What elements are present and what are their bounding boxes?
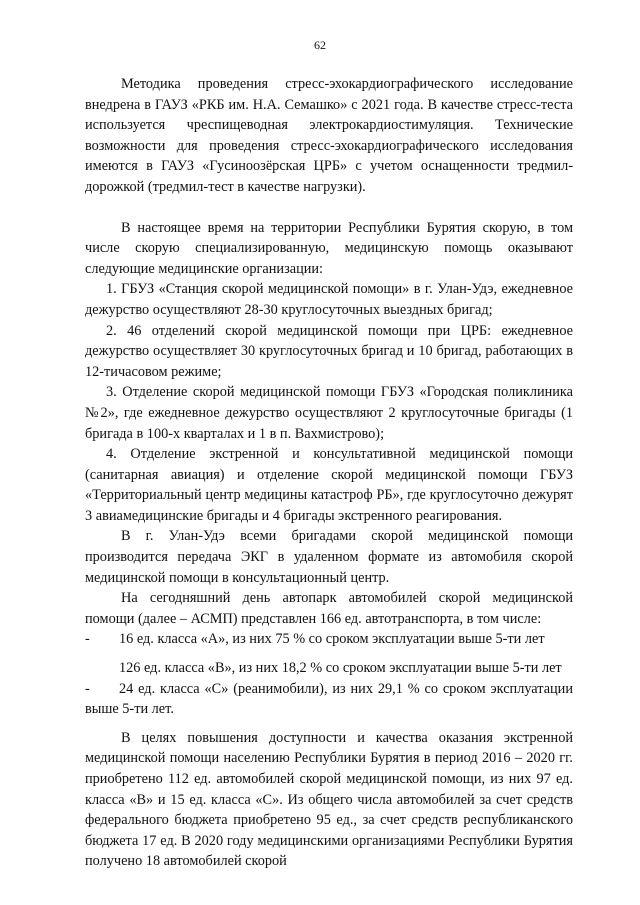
paragraph-ambulance-intro: В настоящее время на территории Республики Бурятия скорую, в том числе скорую специализированную, медицинскую помощь оказывают следующие медицинские организации:	[85, 219, 573, 277]
paragraph-ecg-transfer: В г. Улан-Удэ всеми бригадами скорой медицинской помощи производится передача ЭКГ в удаленном формате из автомобиля скорой медицинской помощи в консультационный центр.	[85, 528, 573, 586]
fleet-item-class-c	[85, 679, 573, 720]
paragraph-vehicle-purchase: В целях повышения доступности и качества оказания экстренной медицинской помощи населению Республики Бурятия в период 2016 – 2020 гг. приобретено 112 ед. автомобилей скорой медицинской помощи, из них 97 ед. класса «В» и 15 ед. класса «С». Из общего числа автомобилей за счет средств федерального бюджета приобретено 95 ед., за счет средств республиканского бюджета 17 ед. В 2020 году медицинскими организациями Республики Бурятия получено 18 автомобилей скорой	[85, 729, 573, 870]
paragraph-stress-echo: Методика проведения стресс-эхокардиографического исследование внедрена в ГАУЗ «РКБ им. Н.А. Семашко» с 2021 года. В качестве стресс-теста используется чреспищеводная электрокардиостимуляция. Технические возможности для проведения стресс-эхокардиографического исследования имеются в ГАУЗ «Гусиноозёрская ЦРБ» с учетом оснащенности тредмил-дорожкой (тредмил-тест в качестве нагрузки).	[85, 76, 573, 195]
list-item-4: 4. Отделение экстренной и консультативной медицинской помощи (санитарная авиация) и отделение скорой медицинской помощи ГБУЗ «Территориальный центр медицины катастроф РБ», где круглосуточно дежурят 3 авиамедицинские бригады и 4 бригады экстренного реагирования.	[85, 446, 573, 524]
fleet-item-class-c-text: 24 ед. класса «С» (реанимобили), из них 29,1 % со сроком эксплуатации выше 5-ти лет.	[85, 680, 573, 718]
paragraph-fleet-intro: На сегодняшний день автопарк автомобилей скорой медицинской помощи (далее – АСМП) представлен 166 ед. автотранспорта, в том числе:	[85, 590, 573, 627]
fleet-item-class-b: 126 ед. класса «В», из них 18,2 % со сроком эксплуатации выше 5-ти лет	[119, 660, 562, 677]
fleet-item-class-a-text: 16 ед. класса «А», из них 75 % со сроком эксплуатации выше 5-ти лет	[119, 631, 545, 648]
page-number: 62	[314, 38, 326, 52]
dash-marker: -	[85, 680, 90, 697]
fleet-item-class-a	[85, 629, 573, 650]
list-item-1: 1. ГБУЗ «Станция скорой медицинской помощи» в г. Улан-Удэ, ежедневное дежурство осуществляют 28-30 круглосуточных выездных бригад;	[85, 281, 573, 318]
dash-marker: -	[85, 631, 90, 648]
list-item-3: 3. Отделение скорой медицинской помощи ГБУЗ «Городская поликлиника №2», где ежедневное дежурство осуществляют 2 круглосуточные бригады (1 бригада в 100-х кварталах и 1 в п. Вахмистрово);	[85, 384, 573, 442]
list-item-2: 2. 46 отделений скорой медицинской помощи при ЦРБ: ежедневное дежурство осуществляет 30 круглосуточных бригад и 10 бригад, работающих в 12-тичасовом режиме;	[85, 322, 573, 380]
document-body	[85, 74, 573, 872]
